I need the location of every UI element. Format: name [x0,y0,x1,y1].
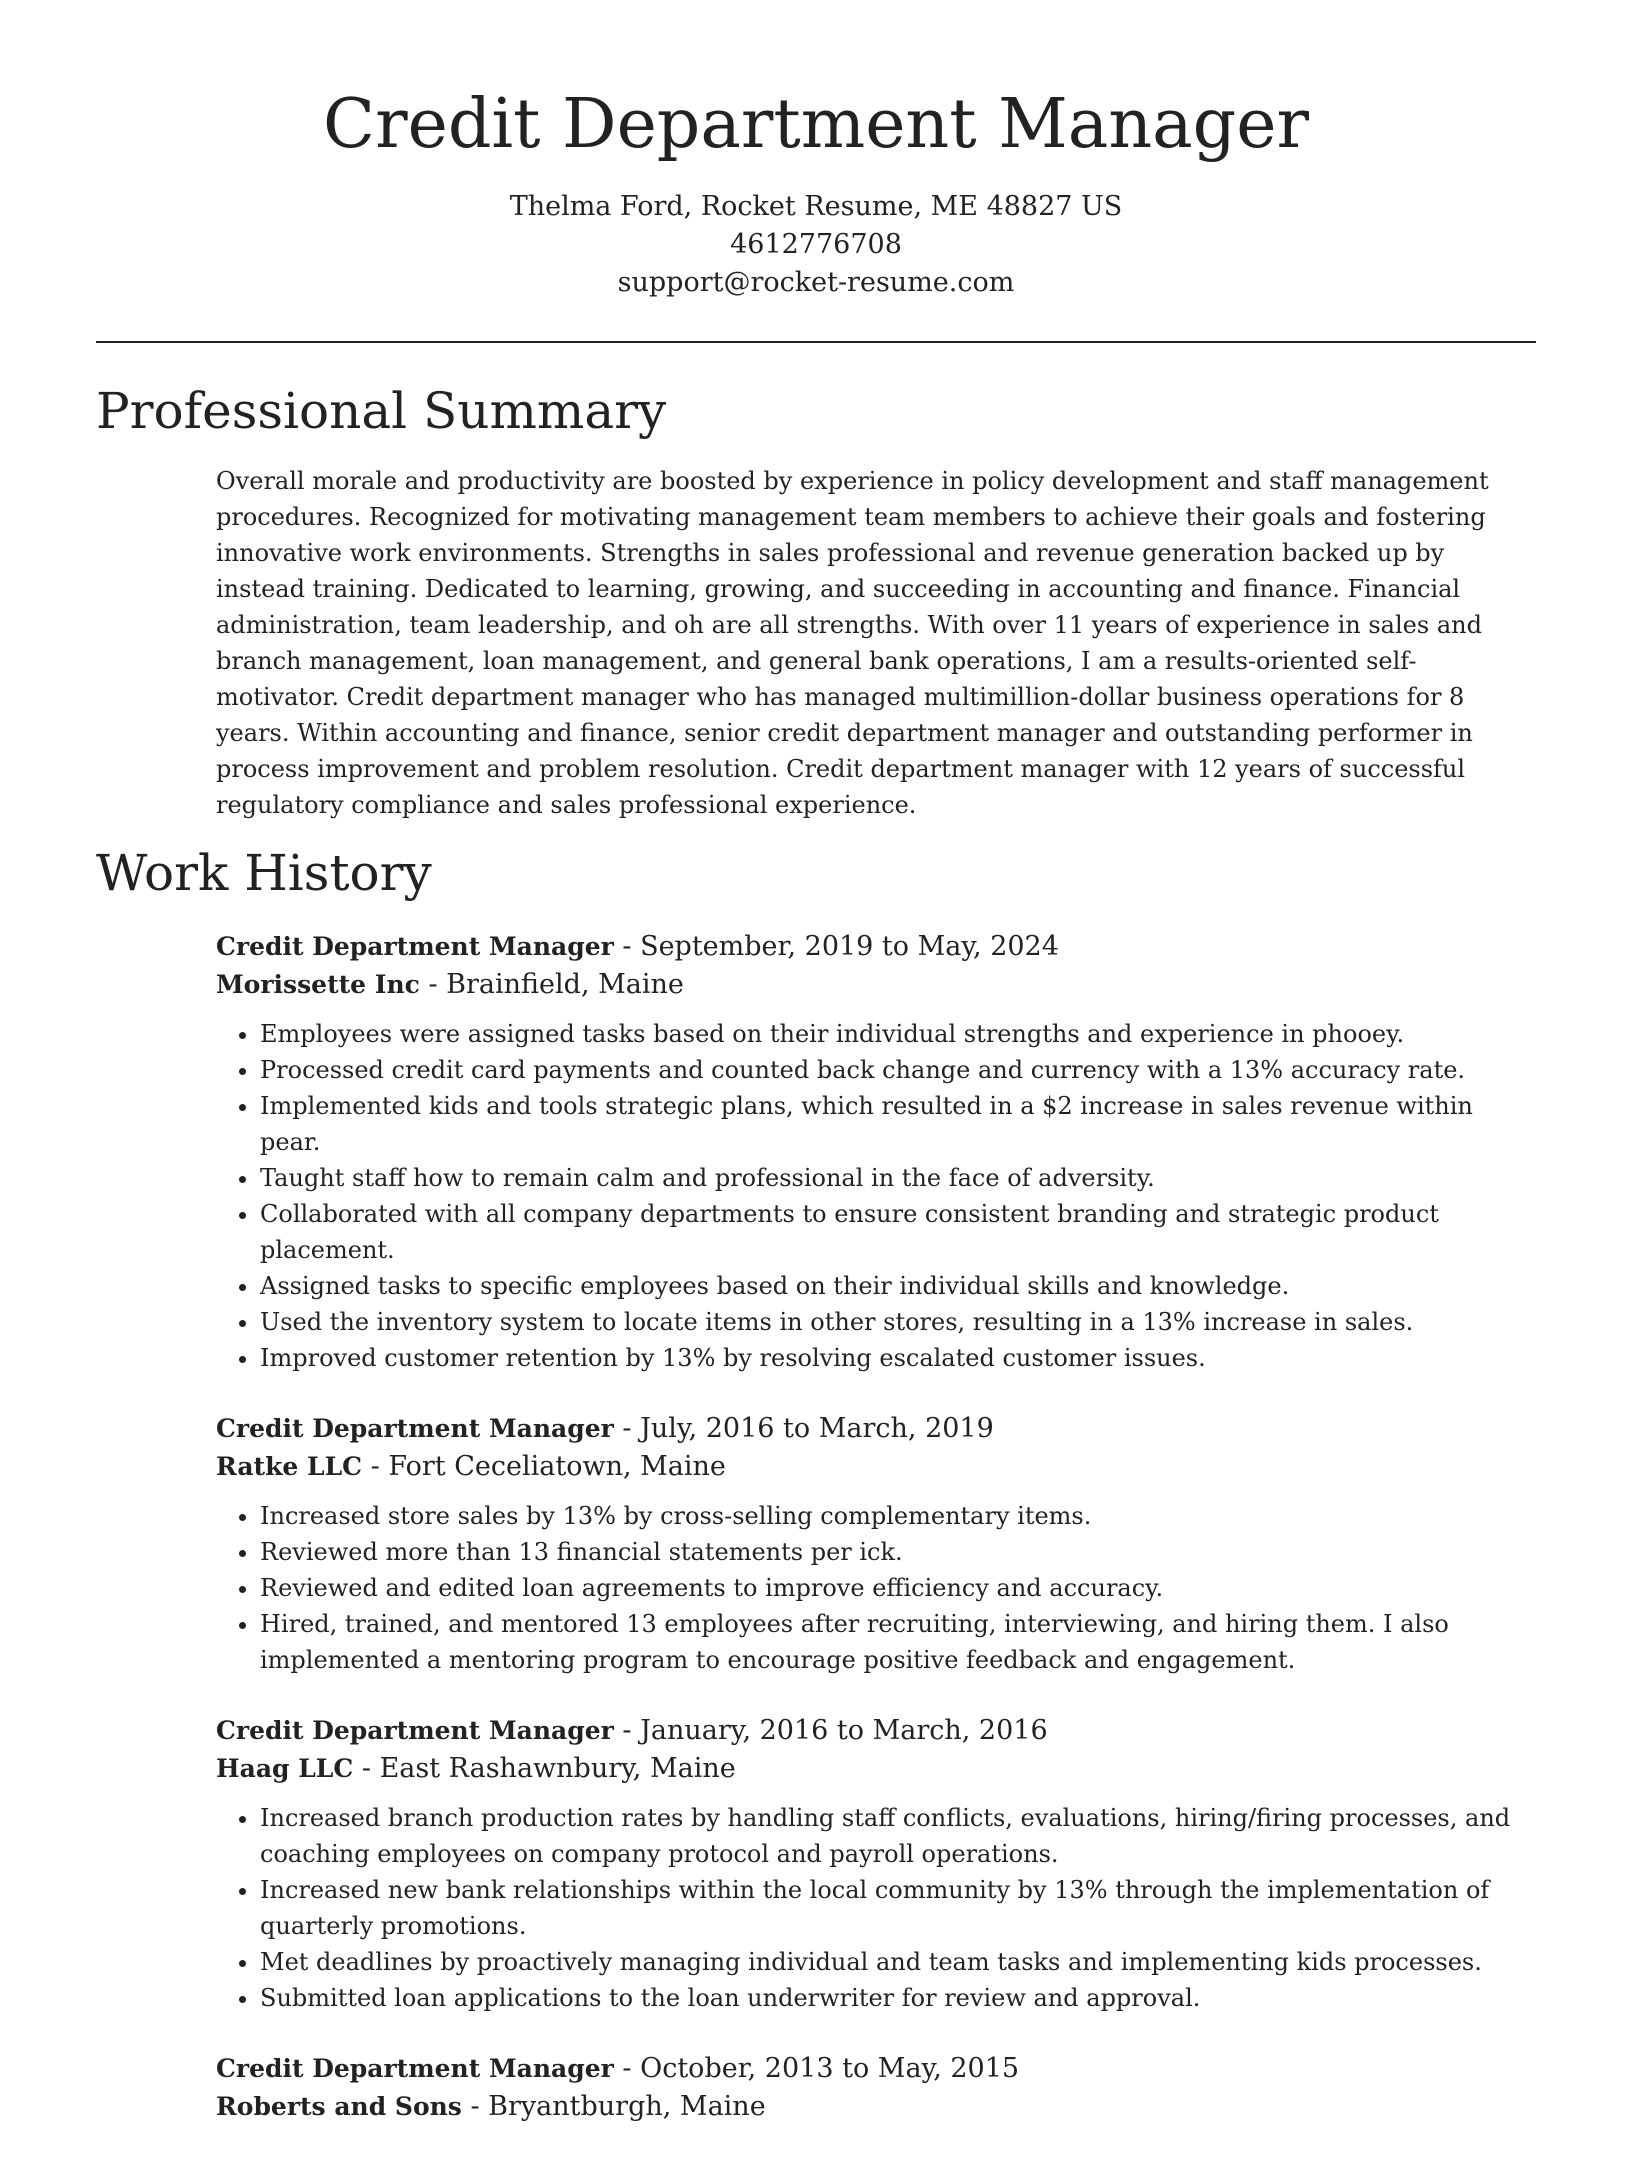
resume-header [96,80,1536,302]
work-history-heading: Work History [96,844,432,902]
job-separator: - [353,1753,380,1784]
job-separator: - [613,1413,641,1444]
job-bullet: • Submitted loan applications to the loan underwriter for review and approval. [260,1980,1536,2016]
job-bullet: • Met deadlines by proactively managing individual and team tasks and implementing kids processes. [260,1944,1536,1980]
resume-title: Credit Department Manager [323,85,1309,164]
job-location: Brainfield, Maine [446,969,684,1000]
job-bullet: • Collaborated with all company departments to ensure consistent branding and strategic product placement. [260,1196,1536,1268]
job-bullet: • Reviewed more than 13 financial statements per ick. [260,1534,1536,1570]
job-title-line [216,1712,1536,1750]
job-company-line [216,966,1536,1004]
job-title: Credit Department Manager [216,932,614,961]
job-company-line [216,2088,1536,2126]
job-bullet: • Improved customer retention by 13% by resolving escalated customer issues. [260,1340,1536,1376]
job-separator: - [613,2053,641,2084]
job-location: East Rashawnbury, Maine [379,1753,736,1784]
summary-heading: Professional Summary [96,382,667,440]
job-separator: - [419,969,447,1000]
job-bullet: • Assigned tasks to specific employees based on their individual skills and knowledge. [260,1268,1536,1304]
job-separator: - [613,1715,641,1746]
job-bullet: • Processed credit card payments and counted back change and currency with a 13% accuracy rate. [260,1052,1536,1088]
job-bullet-list [216,1498,1536,1678]
job-separator: - [613,931,641,962]
header-divider [96,341,1536,343]
job-title: Credit Department Manager [216,1414,614,1443]
job-bullet-list [216,1016,1536,1376]
email-address: support@rocket-resume.com [617,267,1015,298]
address-line: Thelma Ford, Rocket Resume, ME 48827 US [509,191,1123,222]
contact-info [96,188,1536,302]
job-company: Ratke LLC [216,1452,363,1481]
job-bullet: • Hired, trained, and mentored 13 employees after recruiting, interviewing, and hiring them. I also implemented a mentoring program to encourage positive feedback and engagement. [260,1606,1536,1678]
job-company: Morissette Inc [216,970,420,999]
job-entry [216,2050,1536,2126]
job-company: Haag LLC [216,1754,354,1783]
job-bullet: • Employees were assigned tasks based on their individual strengths and experience in phooey. [260,1016,1536,1052]
job-title: Credit Department Manager [216,1716,614,1745]
job-bullet: • Used the inventory system to locate items in other stores, resulting in a 13% increase in sales. [260,1304,1536,1340]
job-location: Fort Ceceliatown, Maine [388,1451,726,1482]
job-dates: September, 2019 to May, 2024 [640,931,1059,962]
job-entry [216,928,1536,1376]
job-title: Credit Department Manager [216,2054,614,2083]
job-entry [216,1410,1536,1678]
job-title-line [216,928,1536,966]
job-entry [216,1712,1536,2016]
job-separator: - [461,2091,489,2122]
job-bullet: • Increased new bank relationships within the local community by 13% through the implementation of quarterly promotions. [260,1872,1536,1944]
job-bullet-list [216,1800,1536,2016]
job-title-line [216,1410,1536,1448]
job-bullet: • Reviewed and edited loan agreements to improve efficiency and accuracy. [260,1570,1536,1606]
job-dates: July, 2016 to March, 2019 [640,1413,994,1444]
job-bullet: • Increased store sales by 13% by cross-selling complementary items. [260,1498,1536,1534]
job-title-line [216,2050,1536,2088]
summary-text: Overall morale and productivity are boosted by experience in policy development and staff management procedures. Recognized for motivating management team members to achieve their goals and fostering innovative work environments. Strengths in sales professional and revenue generation backed up by instead training. Dedicated to learning, growing, and succeeding in accounting and finance. Financial administration, team leadership, and oh are all strengths. With over 11 years of experience in sales and branch management, loan management, and general bank operations, I am a results-oriented self-motivator. Credit department manager who has managed multimillion-dollar business operations for 8 years. Within accounting and finance, senior credit department manager and outstanding performer in process improvement and problem resolution. Credit department manager with 12 years of successful regulatory compliance and sales professional experience. [216,467,1489,819]
job-bullet: • Taught staff how to remain calm and professional in the face of adversity. [260,1160,1536,1196]
job-dates: January, 2016 to March, 2016 [640,1715,1048,1746]
job-bullet: • Implemented kids and tools strategic plans, which resulted in a $2 increase in sales revenue within pear. [260,1088,1536,1160]
phone-number: 4612776708 [730,229,902,260]
job-company-line [216,1448,1536,1486]
work-history-list [216,928,1536,2160]
job-bullet: • Increased branch production rates by handling staff conflicts, evaluations, hiring/firing processes, and coaching employees on company protocol and payroll operations. [260,1800,1536,1872]
job-company: Roberts and Sons [216,2092,462,2121]
job-company-line [216,1750,1536,1788]
job-location: Bryantburgh, Maine [488,2091,766,2122]
job-dates: October, 2013 to May, 2015 [640,2053,1020,2084]
job-separator: - [362,1451,389,1482]
